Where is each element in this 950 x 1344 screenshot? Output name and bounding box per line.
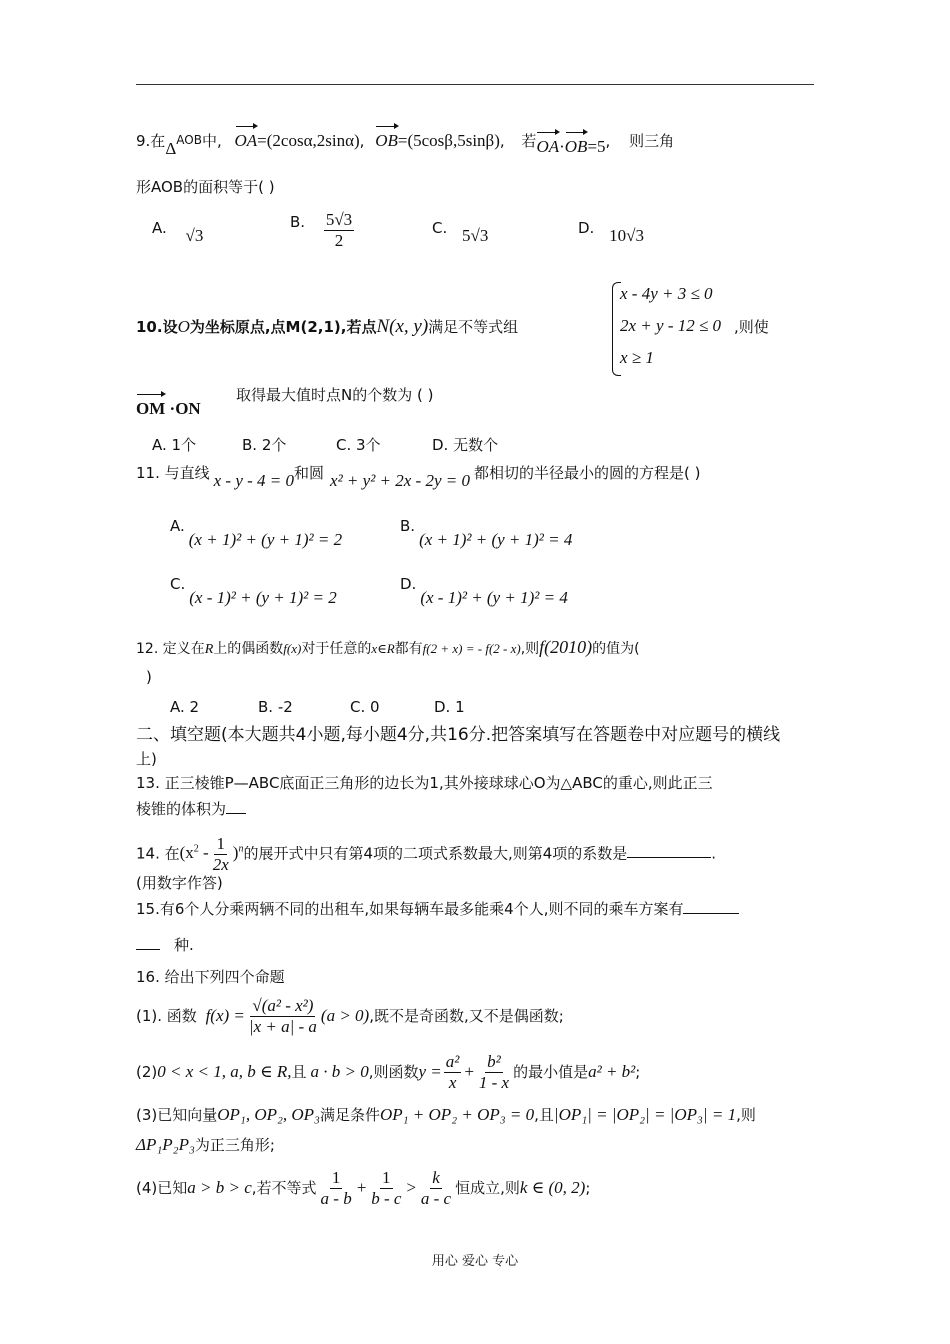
q14-minus: - (198, 843, 209, 863)
option-eq: (x - 1)² + (y + 1)² = 4 (420, 588, 568, 607)
q14-tail: 的展开式中只有第4项的二项式系数最大,则第4项的系数是 (243, 844, 628, 863)
q15-answer-blank[interactable] (683, 913, 739, 914)
q12-line2: ) (146, 668, 152, 686)
p2-res: a² + b² (588, 1062, 636, 1081)
p3-vecs: OP₁, OP₂, OP₃ (217, 1105, 320, 1124)
frac-num: 1 (331, 1168, 341, 1187)
page-footer: 用心 爱心 专心 (431, 1254, 519, 1269)
q14-expr-a: (x (179, 843, 194, 863)
p3-mid: 满足条件 (319, 1106, 380, 1124)
frac-num: b² (487, 1052, 501, 1071)
q10-mid2: 满足不等式组 (428, 318, 519, 336)
q10-option-c: C. 3个 (336, 436, 381, 454)
q12-option-b: B. -2 (258, 698, 293, 716)
q14-paren: ) (232, 843, 239, 863)
p2-end: ; (635, 1063, 641, 1081)
q10-mid: 为坐标原点,点M(2,1),若点 (189, 318, 377, 336)
q14-end: . (711, 844, 717, 863)
frac-den: 2x (212, 855, 229, 874)
p3-tail: ,则 (736, 1106, 756, 1124)
p2-plus: + (463, 1062, 475, 1081)
p2-cond: 0 < x < 1, a, b ∈ R, (157, 1062, 292, 1081)
frac-den: a - b (320, 1189, 352, 1208)
q12-f: 的值为( (592, 641, 640, 657)
option-fraction (324, 210, 354, 251)
frac-den: 2 (334, 231, 344, 250)
q10-ineq-1: x - 4y + 3 ≤ 0 (620, 284, 713, 303)
q9-option-c (432, 218, 489, 245)
option-label: D. (400, 575, 417, 593)
q10-line2-text: 取得最大值时点N的个数为 ( ) (236, 386, 434, 404)
option-label: D. (578, 219, 595, 237)
option-value: 5√3 (462, 226, 489, 245)
frac-num: √(a² - x²) (252, 996, 314, 1015)
q15-text: 15.有6个人分乘两辆不同的出租车,如果每辆车最多能乘4个人,则不同的乘车方案有 (136, 900, 684, 918)
vector-on: ·ON (169, 399, 201, 418)
q9-comma-3: , (605, 132, 611, 150)
q14-prefix: 14. 在 (136, 844, 180, 863)
p4-res: k ∈ (0, 2) (519, 1178, 586, 1197)
q16-prop4 (136, 1168, 590, 1209)
q12-option-d: D. 1 (434, 698, 465, 716)
q9-zh: 中, (201, 132, 222, 150)
q9-aob: AOB (176, 133, 202, 147)
p2-mid2: 的最小值是 (513, 1063, 589, 1081)
q13-text: 棱锥的体积为 (136, 800, 227, 818)
frac-num: a² (445, 1052, 460, 1071)
section2-line1: 二、填空题(本大题共4小题,每小题4分,共16分.把答案填写在答题卷中对应题号的横线 (136, 725, 781, 745)
frac-den: 1 - x (478, 1073, 510, 1092)
p2-ab: a · b > 0 (310, 1062, 369, 1081)
q11-option-d (400, 575, 568, 607)
option-value: 10√3 (609, 226, 644, 245)
q12-d: 都有 (394, 641, 423, 657)
p3-mid2: ,且 (534, 1106, 554, 1124)
option-label: A. (170, 517, 185, 535)
p3-prefix: (3)已知向量 (136, 1106, 218, 1124)
q9-option-d (578, 218, 644, 245)
frac-den: b - c (371, 1189, 402, 1208)
p4-mid: ,若不等式 (251, 1179, 317, 1197)
p4-plus: + (355, 1178, 368, 1197)
option-label: C. (432, 219, 448, 237)
option-eq: (x + 1)² + (y + 1)² = 2 (188, 530, 343, 549)
q16-prop2 (136, 1052, 640, 1093)
q11-he: 和圆 (294, 464, 325, 482)
option-label: C. (170, 575, 186, 593)
p3-line2-text: 为正三角形; (194, 1136, 275, 1154)
q12-cond: f(2 + x) = - f(2 - x) (422, 641, 521, 656)
q9-comma-2: , (499, 132, 505, 150)
q9-option-b (290, 210, 356, 251)
q9-line2: 形AOB的面积等于( ) (136, 178, 275, 196)
frac-den: a - c (420, 1189, 452, 1208)
option-label: B. (290, 213, 306, 231)
q16-prop1 (136, 996, 564, 1037)
p3-abs: |OP₁| = |OP₂| = |OP₃| = 1 (553, 1105, 737, 1124)
q9-line1 (136, 130, 675, 158)
section2-heading (136, 724, 780, 746)
p4-prefix: (4)已知 (136, 1179, 188, 1197)
q10-ineq-3: x ≥ 1 (620, 348, 654, 367)
q12-option-a: A. 2 (170, 698, 200, 716)
q14-line1 (136, 834, 716, 875)
p4-mid2: 恒成立,则 (455, 1179, 520, 1197)
q15-answer-blank-2[interactable] (136, 949, 160, 950)
header-rule (136, 84, 814, 85)
frac-num: k (432, 1168, 440, 1187)
p4-gt: > (405, 1178, 417, 1197)
q13-answer-blank[interactable] (226, 813, 246, 814)
q11-option-c (170, 575, 337, 607)
p4-cond: a > b > c (187, 1178, 252, 1197)
q11-tail: 都相切的半径最小的圆的方程是( ) (473, 464, 701, 482)
p1-cond: (a > 0) (320, 1006, 370, 1025)
q14-line2: (用数字作答) (136, 874, 223, 892)
frac-num: 5√3 (325, 210, 353, 229)
option-value: √3 (185, 226, 204, 245)
p3-eq: OP₁ + OP₂ + OP₃ = 0 (379, 1105, 535, 1124)
q11-prefix: 11. 与直线 (136, 464, 210, 482)
q11-option-b (400, 517, 573, 549)
option-eq: (x - 1)² + (y + 1)² = 2 (189, 588, 337, 607)
q12-c: 对于任意的 (301, 641, 372, 657)
q13-line2 (136, 798, 246, 820)
p4-end: ; (585, 1179, 591, 1197)
q14-fraction (211, 834, 231, 875)
q9-dot: · (559, 137, 565, 156)
frac-den: x (448, 1073, 457, 1092)
q12-line1 (136, 636, 640, 661)
q11-line-eq: x - y - 4 = 0 (213, 471, 295, 490)
q12-fx: f(x) (283, 641, 302, 656)
p3-triangle: ΔP₁P₂P₃ (136, 1135, 195, 1154)
p1-prefix: (1). 函数 (136, 1007, 197, 1025)
q13-line1: 13. 正三棱锥P—ABC底面正三角形的边长为1,其外接球球心O为△ABC的重心,则此正三 (136, 774, 713, 792)
p2-qie: 且 (291, 1063, 307, 1081)
q11-line1 (136, 462, 701, 490)
q12-e: ,则 (520, 641, 540, 657)
q16-title: 16. 给出下列四个命题 (136, 968, 285, 986)
vector-oa: OA (234, 131, 258, 150)
q16-prop3-line2 (136, 1134, 275, 1156)
frac-num: 1 (382, 1168, 391, 1187)
p4-frac3 (419, 1168, 453, 1209)
q10-line2 (136, 398, 201, 420)
q15-line1 (136, 898, 739, 920)
q10-option-b: B. 2个 (242, 436, 287, 454)
q15-end: 种. (174, 936, 194, 954)
q12-xr: x∈R (371, 641, 395, 656)
triangle-symbol: Δ (165, 139, 177, 158)
p1-tail: ,既不是奇函数,又不是偶函数; (369, 1007, 564, 1025)
p2-prefix: (2) (136, 1063, 158, 1081)
q11-circle-eq: x² + y² + 2x - 2y = 0 (330, 471, 470, 490)
frac-den: |x + a| - a (248, 1017, 317, 1036)
q12-r: R (204, 642, 214, 657)
q10-point-n: N(x, y) (376, 316, 429, 337)
p2-frac1 (444, 1052, 462, 1093)
q9-ob-expr: =(5cosβ,5sinβ) (397, 131, 500, 150)
p4-frac1 (319, 1168, 354, 1209)
p4-frac2 (369, 1168, 403, 1209)
q14-n: n (238, 843, 244, 855)
q10-tail: ,则使 (734, 318, 769, 336)
q9-oa-expr: =(2cosα,2sinα) (257, 131, 360, 150)
option-label: A. (152, 219, 167, 237)
frac-num: 1 (216, 834, 225, 853)
q15-line2 (136, 934, 194, 956)
q9-ruo: 若 (521, 132, 537, 150)
vector-om: OM (136, 399, 166, 418)
p2-y: y = (418, 1062, 442, 1081)
vector-ob-2: OB (564, 137, 588, 156)
vector-oa-2: OA (536, 137, 560, 156)
q9-eq5: =5 (587, 137, 606, 156)
q12-option-c: C. 0 (350, 698, 380, 716)
section2-line2: 上) (136, 750, 157, 768)
q10-prefix: 10.设 (136, 318, 178, 336)
p1-fraction (247, 996, 319, 1037)
q9-option-a (152, 218, 204, 245)
q12-f2010: f(2010) (539, 637, 593, 657)
vector-ob: OB (375, 131, 398, 150)
q14-exp: 2 (193, 843, 199, 855)
q10-o: O (177, 317, 190, 336)
q14-answer-blank[interactable] (627, 857, 711, 858)
option-label: B. (400, 517, 416, 535)
q12-a: 12. 定义在 (136, 641, 205, 657)
q12-b: 上的偶函数 (213, 641, 284, 657)
q9-tail: 则三角 (629, 132, 675, 150)
q10-option-d: D. 无数个 (432, 436, 499, 454)
q9-prefix: 9.在 (136, 132, 166, 150)
q10-line1 (136, 316, 518, 338)
option-eq: (x + 1)² + (y + 1)² = 4 (419, 530, 573, 549)
p1-f: f(x) = (205, 1006, 245, 1025)
q11-option-a (170, 517, 343, 549)
q10-option-a: A. 1个 (152, 436, 197, 454)
p2-frac2 (477, 1052, 511, 1093)
q9-comma: , (359, 132, 365, 150)
p2-mid: ,则函数 (368, 1063, 419, 1081)
q16-prop3 (136, 1104, 756, 1126)
q10-ineq-2: 2x + y - 12 ≤ 0 (620, 316, 722, 335)
